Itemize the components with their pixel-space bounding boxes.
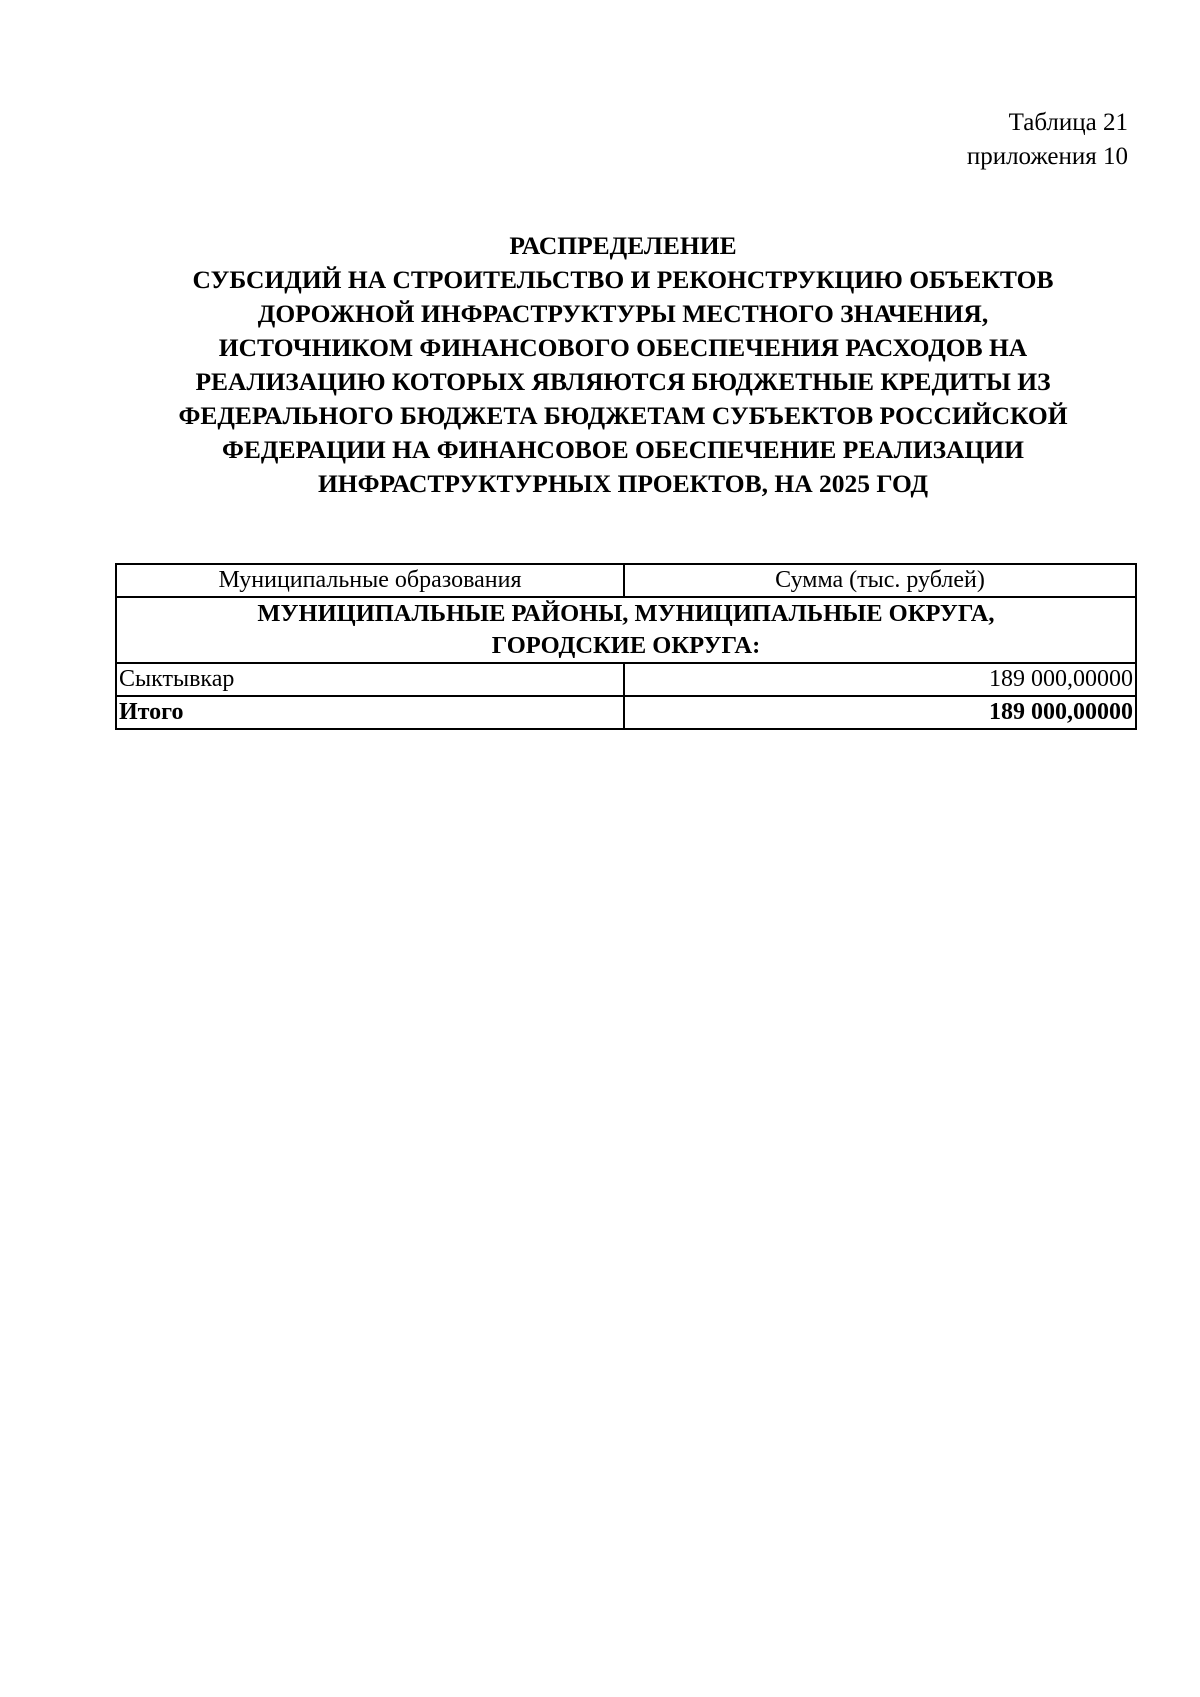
title-line: ДОРОЖНОЙ ИНФРАСТРУКТУРЫ МЕСТНОГО ЗНАЧЕНИЯ, xyxy=(257,299,989,328)
title-line: РАСПРЕДЕЛЕНИЕ xyxy=(509,231,737,260)
total-label-cell: Итого xyxy=(116,696,624,729)
title-line: ФЕДЕРАЦИИ НА ФИНАНСОВОЕ ОБЕСПЕЧЕНИЕ РЕАЛИЗАЦИИ xyxy=(222,435,1024,464)
section-heading-line: МУНИЦИПАЛЬНЫЕ РАЙОНЫ, МУНИЦИПАЛЬНЫЕ ОКРУГА, xyxy=(257,600,995,627)
title-line: ИНФРАСТРУКТУРНЫХ ПРОЕКТОВ, НА 2025 ГОД xyxy=(317,469,929,498)
amount-cell: 189 000,00000 xyxy=(624,663,1136,696)
table-number-label: Таблица 21 xyxy=(1008,109,1128,136)
total-amount-cell: 189 000,00000 xyxy=(624,696,1136,729)
municipality-name-cell: Сыктывкар xyxy=(116,663,624,696)
title-line: РЕАЛИЗАЦИЮ КОТОРЫХ ЯВЛЯЮТСЯ БЮДЖЕТНЫЕ КРЕДИТЫ ИЗ xyxy=(195,367,1051,396)
section-heading xyxy=(116,597,1136,663)
distribution-table xyxy=(115,563,1137,730)
title-line: ИСТОЧНИКОМ ФИНАНСОВОГО ОБЕСПЕЧЕНИЯ РАСХОДОВ НА xyxy=(218,333,1028,362)
table-row xyxy=(116,663,1136,696)
section-row xyxy=(116,597,1136,663)
column-header-amount: Сумма (тыс. рублей) xyxy=(624,564,1136,597)
title-line: СУБСИДИЙ НА СТРОИТЕЛЬСТВО И РЕКОНСТРУКЦИЮ ОБЪЕКТОВ xyxy=(192,265,1054,294)
title-line: ФЕДЕРАЛЬНОГО БЮДЖЕТА БЮДЖЕТАМ СУБЪЕКТОВ РОССИЙСКОЙ xyxy=(178,401,1068,430)
document-title xyxy=(110,229,1136,501)
table-header-row xyxy=(116,564,1136,597)
table-reference xyxy=(967,106,1128,174)
total-row xyxy=(116,696,1136,729)
section-heading-line: ГОРОДСКИЕ ОКРУГА: xyxy=(491,632,761,659)
appendix-number-label: приложения 10 xyxy=(966,143,1128,170)
column-header-municipality: Муниципальные образования xyxy=(116,564,624,597)
